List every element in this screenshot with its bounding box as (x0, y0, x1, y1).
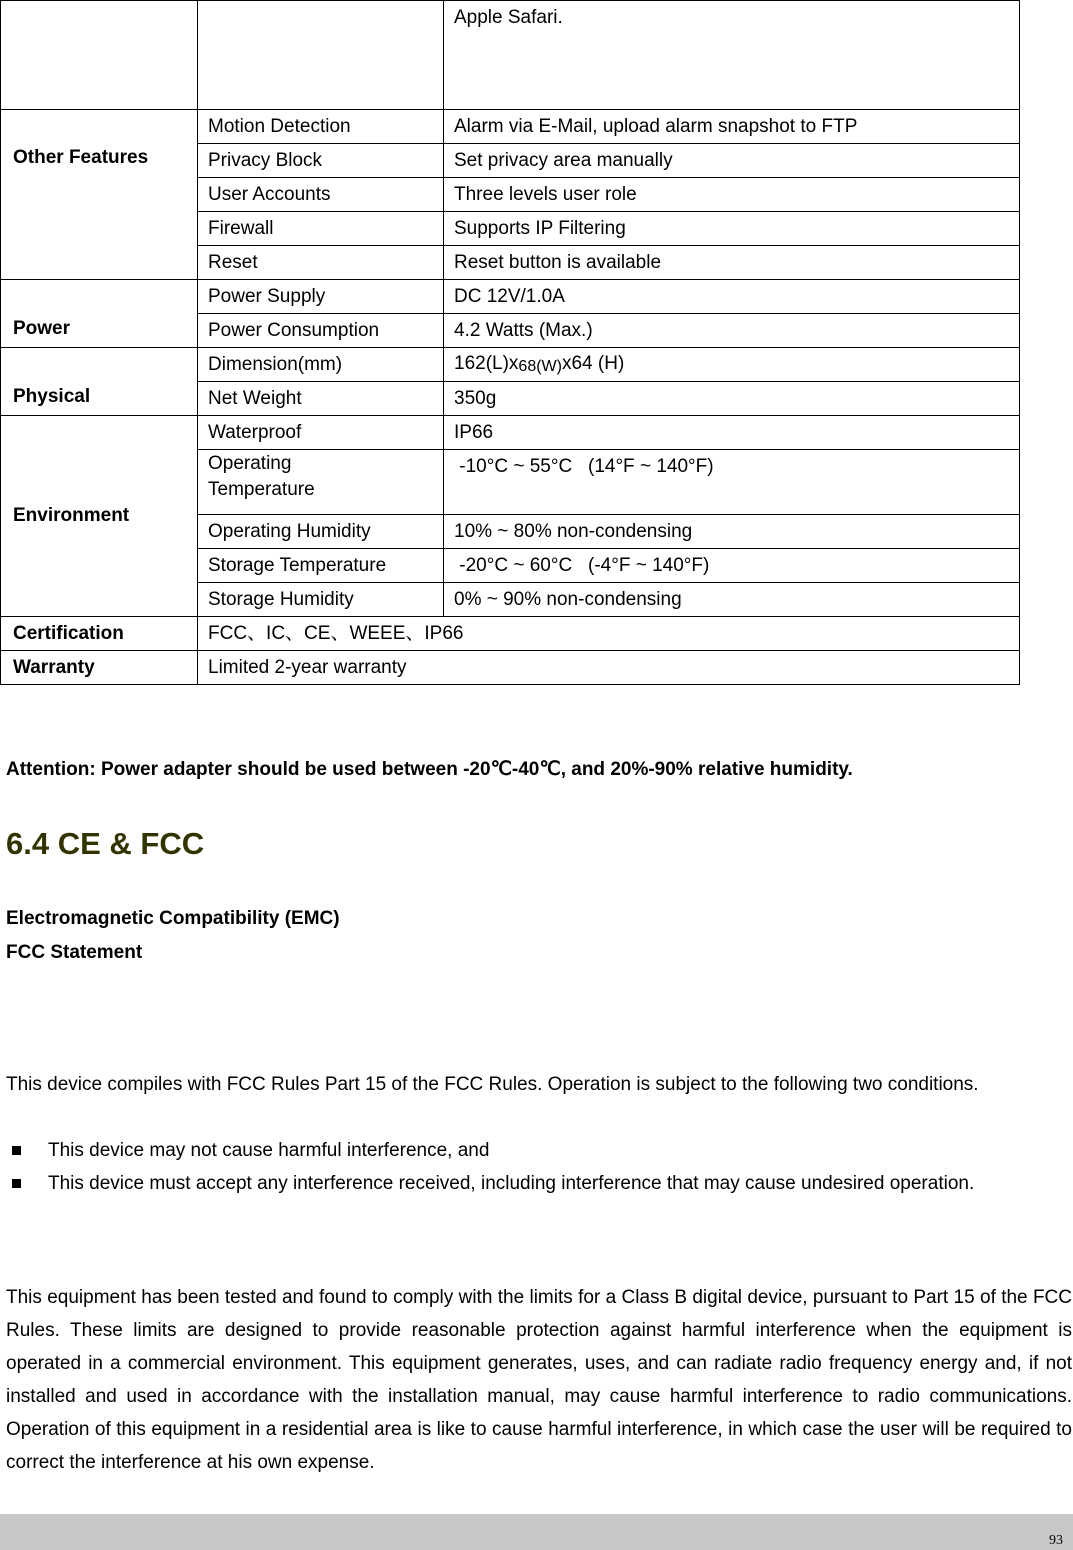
category-label: Power (13, 318, 71, 339)
spec-label-op-temp (198, 450, 444, 515)
op-temp-label-line2: Temperature (208, 479, 315, 500)
fcc-subheading: FCC Statement (6, 942, 143, 963)
spec-label: Waterproof (198, 416, 444, 450)
section-heading: 6.4 CE & FCC (6, 826, 205, 861)
spec-value: Alarm via E-Mail, upload alarm snapshot to FTP (444, 110, 1020, 144)
spec-value: -20°C ~ 60°C (-4°F ~ 140°F) (444, 549, 1020, 583)
spec-value: Supports IP Filtering (444, 212, 1020, 246)
category-label: Environment (13, 505, 130, 526)
spec-value: Three levels user role (444, 178, 1020, 212)
spec-label: Motion Detection (198, 110, 444, 144)
list-item-text: This device may not cause harmful interference, and (48, 1140, 490, 1161)
page-footer (0, 1514, 1073, 1550)
spec-value: -10°C ~ 55°C (14°F ~ 140°F) (444, 450, 1020, 515)
spec-value: DC 12V/1.0A (444, 280, 1020, 314)
spec-table (0, 0, 1020, 685)
dimension-height: x64 (H) (561, 353, 625, 374)
spec-value: FCC、IC、CE、WEEE、IP66 (198, 617, 1020, 651)
square-bullet-icon (12, 1146, 21, 1155)
spec-label: Net Weight (198, 382, 444, 416)
top-empty-cell (198, 1, 444, 110)
spec-label: Storage Humidity (198, 583, 444, 617)
list-item-text: This device must accept any interference received, including interference that may cause undesired operation. (48, 1173, 975, 1194)
spec-value-dimension (444, 348, 1020, 382)
spec-value: 4.2 Watts (Max.) (444, 314, 1020, 348)
spec-label: User Accounts (198, 178, 444, 212)
spec-label: Power Consumption (198, 314, 444, 348)
spec-label: Firewall (198, 212, 444, 246)
spec-value: IP66 (444, 416, 1020, 450)
spec-value: 0% ~ 90% non-condensing (444, 583, 1020, 617)
list-item (6, 1167, 1072, 1200)
class-b-paragraph: This equipment has been tested and found to comply with the limits for a Class B digital device, pursuant to Part 15 of the FCC Rules. These limits are designed to provide reasonable protection against harmful interference when the equipment is operated in a commercial environment. This equipment generates, uses, and can radiate radio frequency energy and, if not installed and used in accordance with the installation manual, may cause harmful interference to radio communications. Operation of this equipment in a residential area is like to cause harmful interference, in which case the user will be required to correct the interference at his own expense. (6, 1287, 1072, 1473)
category-other-features (1, 110, 198, 280)
category-label: Physical (13, 386, 91, 407)
emc-subheading: Electromagnetic Compatibility (EMC) (6, 908, 340, 929)
spec-label: Storage Temperature (198, 549, 444, 583)
category-environment (1, 416, 198, 617)
category-warranty: Warranty (1, 651, 198, 685)
spec-label: Dimension(mm) (198, 348, 444, 382)
browser-support-value: Apple Safari. (444, 1, 1020, 110)
list-item (6, 1134, 1072, 1167)
op-temp-label-line1: Operating (208, 453, 292, 474)
dimension-length: 162(L)x (454, 353, 519, 374)
spec-value: Limited 2-year warranty (198, 651, 1020, 685)
fcc-paragraph: This device compiles with FCC Rules Part 15 of the FCC Rules. Operation is subject to the following two conditions. (6, 1074, 979, 1095)
spec-label: Reset (198, 246, 444, 280)
spec-value: 10% ~ 80% non-condensing (444, 515, 1020, 549)
category-physical (1, 348, 198, 416)
spec-value: Set privacy area manually (444, 144, 1020, 178)
page-number: 93 (1049, 1533, 1063, 1548)
top-empty-cell (1, 1, 198, 110)
spec-value: Reset button is available (444, 246, 1020, 280)
spec-value: 350g (444, 382, 1020, 416)
attention-note: Attention: Power adapter should be used between -20℃-40℃, and 20%-90% relative humidity. (6, 759, 853, 780)
spec-label: Power Supply (198, 280, 444, 314)
category-power (1, 280, 198, 348)
square-bullet-icon (12, 1179, 21, 1188)
spec-label: Privacy Block (198, 144, 444, 178)
dimension-width: 68(W) (518, 358, 562, 375)
category-certification: Certification (1, 617, 198, 651)
spec-label: Operating Humidity (198, 515, 444, 549)
category-label: Other Features (13, 147, 149, 168)
